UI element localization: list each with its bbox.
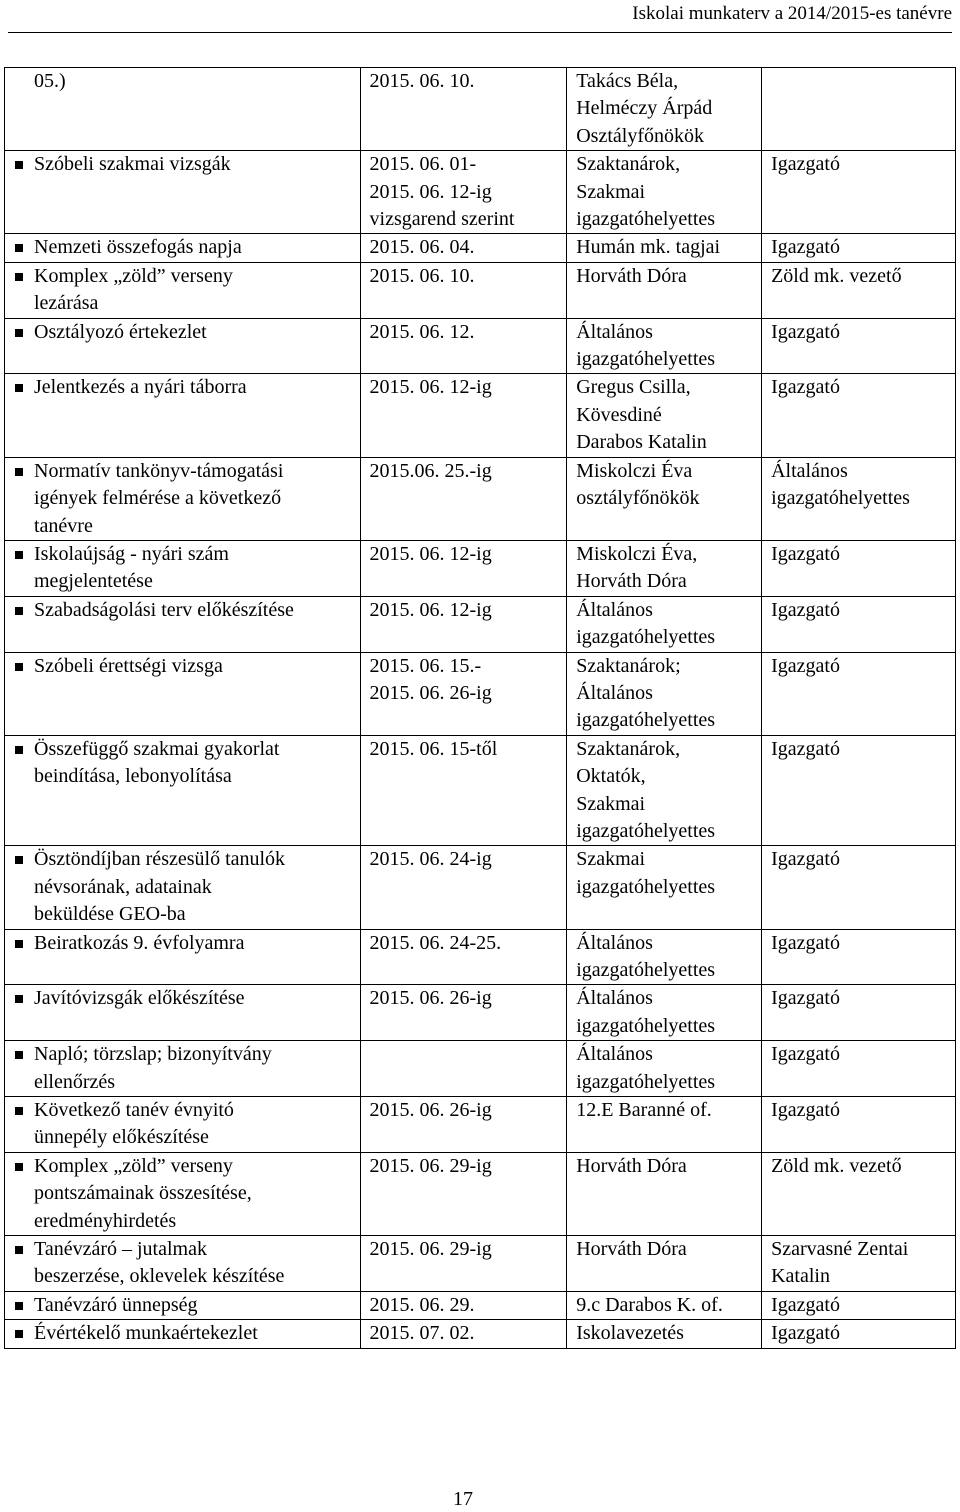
supervisor-cell: Szarvasné Zentai Katalin: [762, 1236, 956, 1292]
supervisor-cell: Igazgató: [762, 540, 956, 596]
task-text: Szóbeli szakmai vizsgák: [34, 153, 231, 176]
date-cell: 2015. 06. 15.- 2015. 06. 26-ig: [360, 652, 567, 735]
responsible-cell: Általános igazgatóhelyettes: [567, 318, 762, 374]
page-number: 17: [453, 1488, 473, 1510]
responsible-cell: Horváth Dóra: [567, 1152, 762, 1235]
supervisor-cell: Igazgató: [762, 1291, 956, 1319]
supervisor-cell: Igazgató: [762, 652, 956, 735]
supervisor-cell: Igazgató: [762, 929, 956, 985]
date-cell: 2015. 06. 10.: [360, 68, 567, 151]
supervisor-cell: Zöld mk. vezető: [762, 262, 956, 318]
square-bullet-icon: [15, 1330, 23, 1338]
task-cell: [5, 1152, 361, 1235]
responsible-cell: Szaktanárok; Általános igazgatóhelyettes: [567, 652, 762, 735]
supervisor-cell: Igazgató: [762, 1320, 956, 1348]
date-cell: 2015. 06. 29.: [360, 1291, 567, 1319]
table-row: [5, 234, 956, 262]
square-bullet-icon: [15, 607, 23, 615]
responsible-cell: 9.c Darabos K. of.: [567, 1291, 762, 1319]
responsible-cell: Szakmai igazgatóhelyettes: [567, 846, 762, 929]
supervisor-cell: Igazgató: [762, 1041, 956, 1097]
responsible-cell: Általános igazgatóhelyettes: [567, 985, 762, 1041]
task-cell: [5, 68, 361, 151]
task-text: Következő tanév évnyitó ünnepély előkészítése: [34, 1099, 234, 1149]
table-row: [5, 457, 956, 540]
date-cell: 2015. 06. 24-ig: [360, 846, 567, 929]
table-row: [5, 1041, 956, 1097]
responsible-cell: Általános igazgatóhelyettes: [567, 929, 762, 985]
task-cell: [5, 596, 361, 652]
task-text: Szabadságolási terv előkészítése: [34, 598, 294, 621]
supervisor-cell: Zöld mk. vezető: [762, 1152, 956, 1235]
task-cell: [5, 318, 361, 374]
task-cell: [5, 151, 361, 234]
square-bullet-icon: [15, 244, 23, 252]
schedule-table: [4, 67, 956, 1349]
task-cell: [5, 652, 361, 735]
task-text: Nemzeti összefogás napja: [34, 236, 242, 259]
date-cell: 2015. 07. 02.: [360, 1320, 567, 1348]
date-cell: 2015. 06. 04.: [360, 234, 567, 262]
responsible-cell: Szaktanárok, Oktatók, Szakmai igazgatóhelyettes: [567, 735, 762, 846]
task-cell: [5, 540, 361, 596]
task-text: Javítóvizsgák előkészítése: [34, 987, 245, 1010]
date-cell: [360, 1041, 567, 1097]
task-text: Komplex „zöld” verseny lezárása: [34, 264, 233, 315]
square-bullet-icon: [15, 940, 23, 948]
table-row: [5, 985, 956, 1041]
responsible-cell: Általános igazgatóhelyettes: [567, 1041, 762, 1097]
task-text: Tanévzáró – jutalmak beszerzése, oklevelek készítése: [34, 1238, 285, 1288]
task-text: Jelentkezés a nyári táborra: [34, 376, 247, 399]
date-cell: 2015. 06. 12-ig: [360, 540, 567, 596]
square-bullet-icon: [15, 273, 23, 281]
responsible-cell: Szaktanárok, Szakmai igazgatóhelyettes: [567, 151, 762, 234]
table-row: [5, 846, 956, 929]
supervisor-cell: Igazgató: [762, 735, 956, 846]
square-bullet-icon: [15, 1163, 23, 1171]
table-row: [5, 596, 956, 652]
responsible-cell: Horváth Dóra: [567, 262, 762, 318]
square-bullet-icon: [15, 551, 23, 559]
date-cell: 2015. 06. 26-ig: [360, 1097, 567, 1153]
date-cell: 2015. 06. 15-től: [360, 735, 567, 846]
task-text: Osztályozó értekezlet: [34, 320, 207, 343]
table-row: [5, 652, 956, 735]
task-cell: [5, 1041, 361, 1097]
supervisor-cell: Igazgató: [762, 151, 956, 234]
square-bullet-icon: [15, 329, 23, 337]
responsible-cell: Humán mk. tagjai: [567, 234, 762, 262]
task-text: Beiratkozás 9. évfolyamra: [34, 931, 245, 954]
date-cell: 2015. 06. 29-ig: [360, 1236, 567, 1292]
supervisor-cell: Igazgató: [762, 596, 956, 652]
running-header: Iskolai munkaterv a 2014/2015-es tanévre: [632, 3, 952, 24]
header-rule: [8, 32, 952, 33]
task-cell: [5, 735, 361, 846]
square-bullet-icon: [15, 663, 23, 671]
table-row: [5, 318, 956, 374]
date-cell: 2015. 06. 01- 2015. 06. 12-ig vizsgarend szerint: [360, 151, 567, 234]
table-row: [5, 929, 956, 985]
square-bullet-icon: [15, 856, 23, 864]
supervisor-cell: Igazgató: [762, 846, 956, 929]
responsible-cell: Iskolavezetés: [567, 1320, 762, 1348]
table-row: [5, 1152, 956, 1235]
task-text: Tanévzáró ünnepség: [34, 1293, 198, 1316]
date-cell: 2015.06. 25.-ig: [360, 457, 567, 540]
table-row: [5, 374, 956, 457]
square-bullet-icon: [15, 384, 23, 392]
supervisor-cell: Igazgató: [762, 234, 956, 262]
square-bullet-icon: [15, 1302, 23, 1310]
date-cell: 2015. 06. 29-ig: [360, 1152, 567, 1235]
responsible-cell: Takács Béla, Helméczy Árpád Osztályfőnökök: [567, 68, 762, 151]
square-bullet-icon: [15, 468, 23, 476]
responsible-cell: Gregus Csilla, Kövesdiné Darabos Katalin: [567, 374, 762, 457]
supervisor-cell: Igazgató: [762, 985, 956, 1041]
task-text: Évértékelő munkaértekezlet: [34, 1322, 258, 1345]
square-bullet-icon: [15, 1246, 23, 1254]
date-cell: 2015. 06. 12-ig: [360, 596, 567, 652]
table-row: [5, 540, 956, 596]
task-text: Összefüggő szakmai gyakorlat beindítása, lebonyolítása: [34, 737, 280, 788]
supervisor-cell: Igazgató: [762, 318, 956, 374]
task-text: 05.): [34, 70, 66, 92]
task-cell: [5, 457, 361, 540]
task-cell: [5, 1291, 361, 1319]
date-cell: 2015. 06. 12-ig: [360, 374, 567, 457]
table-row: [5, 735, 956, 846]
table-row: [5, 262, 956, 318]
responsible-cell: Általános igazgatóhelyettes: [567, 596, 762, 652]
responsible-cell: Horváth Dóra: [567, 1236, 762, 1292]
square-bullet-icon: [15, 161, 23, 169]
supervisor-cell: Általános igazgatóhelyettes: [762, 457, 956, 540]
square-bullet-icon: [15, 1051, 23, 1059]
task-cell: [5, 262, 361, 318]
table-row: [5, 1291, 956, 1319]
task-text: Iskolaújság - nyári szám megjelentetése: [34, 542, 229, 593]
table-row: [5, 1097, 956, 1153]
table-row: [5, 1320, 956, 1348]
task-text: Ösztöndíjban részesülő tanulók névsorának, adatainak beküldése GEO-ba: [34, 848, 286, 926]
responsible-cell: Miskolczi Éva osztályfőnökök: [567, 457, 762, 540]
task-cell: [5, 846, 361, 929]
square-bullet-icon: [15, 1107, 23, 1115]
table-row: [5, 151, 956, 234]
square-bullet-icon: [15, 746, 23, 754]
task-text: Normatív tankönyv-támogatási igények felmérése a következő tanévre: [34, 459, 284, 537]
date-cell: 2015. 06. 10.: [360, 262, 567, 318]
task-text: Szóbeli érettségi vizsga: [34, 654, 223, 677]
date-cell: 2015. 06. 12.: [360, 318, 567, 374]
table-row: [5, 68, 956, 151]
task-cell: [5, 929, 361, 985]
task-cell: [5, 985, 361, 1041]
task-text: Napló; törzslap; bizonyítvány ellenőrzés: [34, 1043, 272, 1093]
square-bullet-icon: [15, 995, 23, 1003]
responsible-cell: 12.E Baranné of.: [567, 1097, 762, 1153]
responsible-cell: Miskolczi Éva, Horváth Dóra: [567, 540, 762, 596]
supervisor-cell: [762, 68, 956, 151]
task-text: Komplex „zöld” verseny pontszámainak összesítése, eredményhirdetés: [34, 1154, 252, 1232]
task-cell: [5, 374, 361, 457]
table-row: [5, 1236, 956, 1292]
supervisor-cell: Igazgató: [762, 374, 956, 457]
task-cell: [5, 234, 361, 262]
date-cell: 2015. 06. 24-25.: [360, 929, 567, 985]
task-cell: [5, 1097, 361, 1153]
task-cell: [5, 1320, 361, 1348]
task-cell: [5, 1236, 361, 1292]
supervisor-cell: Igazgató: [762, 1097, 956, 1153]
date-cell: 2015. 06. 26-ig: [360, 985, 567, 1041]
